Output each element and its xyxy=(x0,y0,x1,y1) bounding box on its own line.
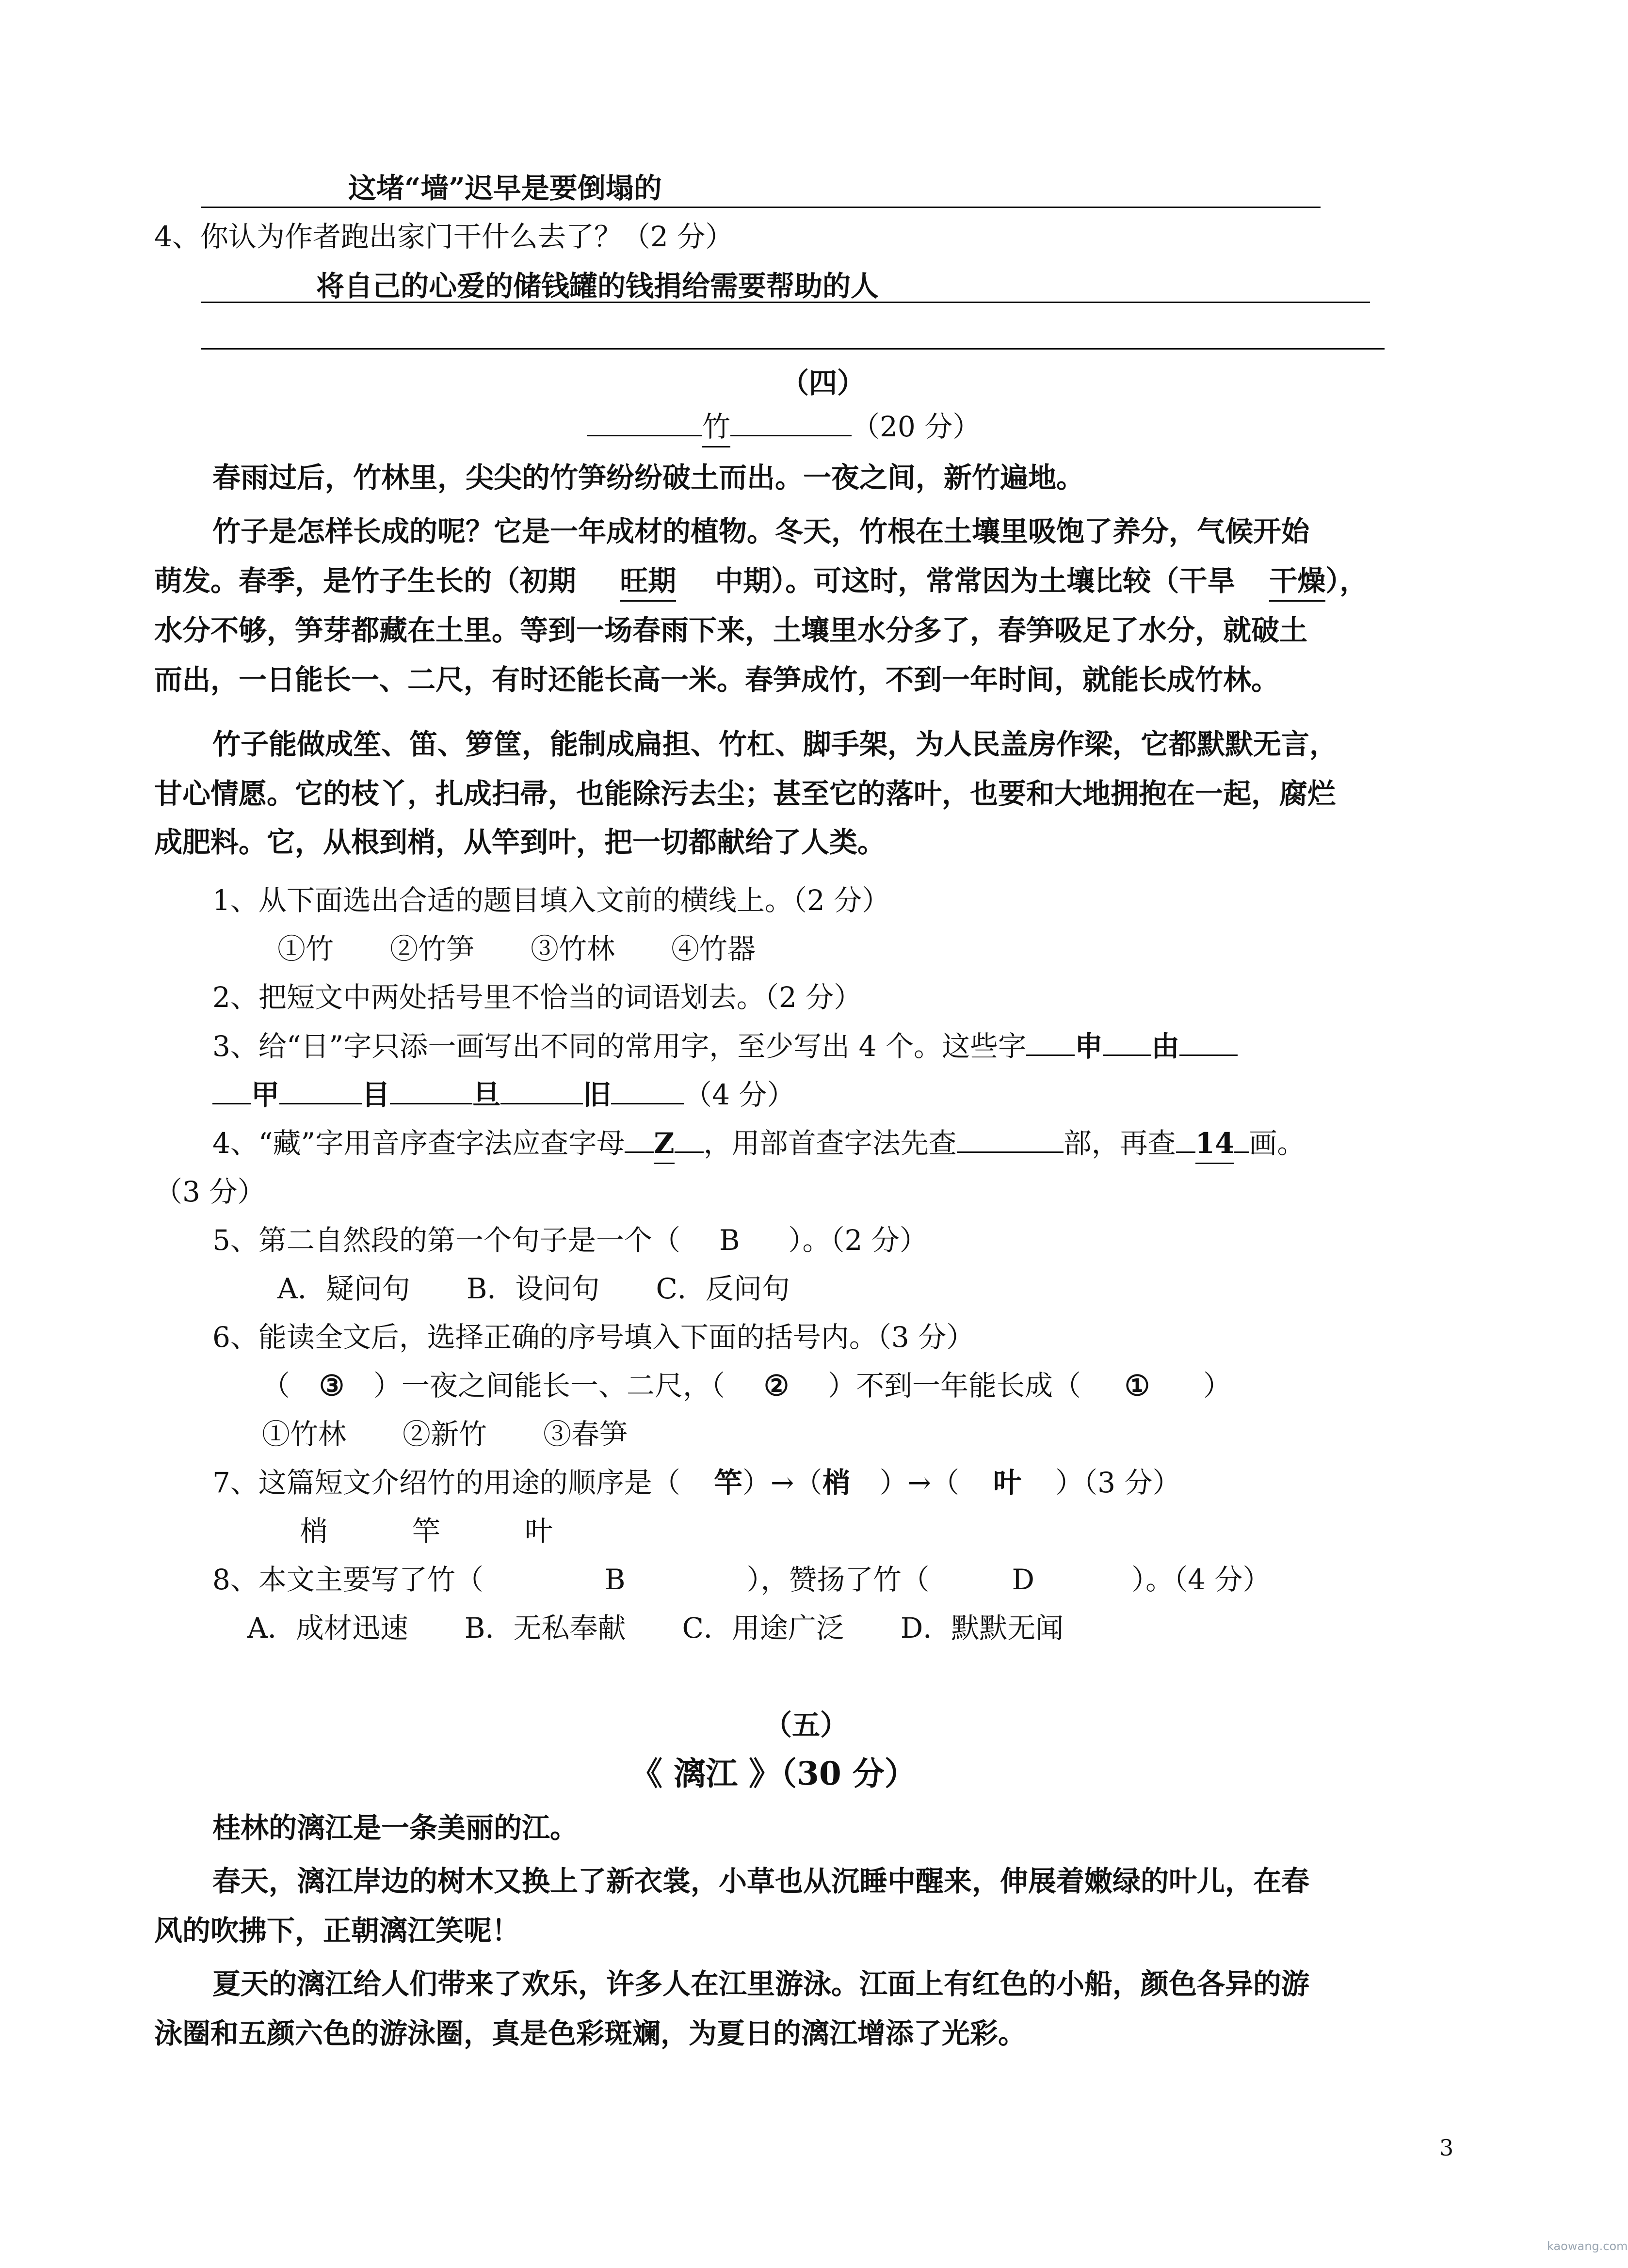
answer: ① xyxy=(1125,1369,1150,1402)
question-3-cont xyxy=(212,1075,795,1114)
text: 5、第二自然段的第一个句子是一个（ xyxy=(212,1224,680,1257)
answer: 梢 xyxy=(822,1466,851,1499)
paragraph: 竹子能做成笙、笛、箩筐，能制成扁担、竹杠、脚手架，为人民盖房作梁，它都默默无言， xyxy=(212,728,1338,761)
paragraph: 甘心情愿。它的枝丫，扎成扫帚，也能除污去尘；甚至它的落叶，也要和大地拥抱在一起，腐烂 xyxy=(154,777,1336,810)
passage-title-line xyxy=(587,407,981,447)
text: 7、这篇短文介绍竹的用途的顺序是（ xyxy=(212,1466,680,1499)
answer: 申 xyxy=(1074,1030,1103,1063)
paragraph: 风的吹拂下，正朝漓江笑呢！ xyxy=(154,1914,520,1947)
answer: 由 xyxy=(1151,1030,1180,1063)
paragraph: 竹子是怎样长成的呢？它是一年成材的植物。冬天，竹根在土壤里吸饱了养分，气候开始 xyxy=(212,515,1310,548)
answer-line xyxy=(201,207,1321,208)
question-1: 1、从下面选出合适的题目填入文前的横线上。（2 分） xyxy=(212,884,890,917)
answer-underline: 旺期 xyxy=(620,561,676,602)
title-blank xyxy=(730,408,852,436)
question-1-options: ①竹 ②竹笋 ③竹林 ④竹器 xyxy=(277,932,756,965)
blank xyxy=(675,1124,704,1153)
answer-line xyxy=(201,302,1370,303)
answer-line xyxy=(201,348,1385,350)
paragraph: 桂林的漓江是一条美丽的江。 xyxy=(212,1811,579,1844)
answer: 旧 xyxy=(583,1078,612,1111)
text: 部，再查 xyxy=(1063,1127,1176,1160)
blank xyxy=(279,1076,362,1104)
blank xyxy=(212,1076,251,1104)
watermark: kaowang.com xyxy=(1547,2239,1628,2253)
paragraph: 成肥料。它，从根到梢，从竿到叶，把一切都献给了人类。 xyxy=(154,826,886,859)
blank xyxy=(1103,1027,1151,1056)
answer: 旦 xyxy=(472,1078,501,1111)
question-4b xyxy=(212,1124,1305,1164)
text: ）。（2 分） xyxy=(788,1224,928,1257)
question-8 xyxy=(212,1560,1271,1599)
question-6: 6、能读全文后，选择正确的序号填入下面的括号内。（3 分） xyxy=(212,1321,975,1354)
blank xyxy=(500,1076,583,1104)
answer-q4: 将自己的心爱的储钱罐的钱捐给需要帮助的人 xyxy=(316,270,879,303)
text: ）→（ xyxy=(879,1466,960,1499)
text: （ xyxy=(262,1369,290,1402)
paragraph: 而出，一日能长一、二尺，有时还能长高一米。春笋成竹，不到一年时间，就能长成竹林。 xyxy=(154,663,1280,696)
page-number: 3 xyxy=(1439,2135,1454,2161)
text: 画。 xyxy=(1249,1127,1306,1160)
passage-title: 《 漓江 》（30 分） xyxy=(630,1755,917,1792)
paragraph-line xyxy=(154,561,1368,602)
question-5-options: A．疑问句 B．设问句 C．反问句 xyxy=(277,1272,790,1305)
section-number: （四） xyxy=(781,367,866,399)
title-blank xyxy=(587,408,702,436)
answer: Z xyxy=(654,1124,674,1164)
text: 4、“藏”字用音序查字法应查字母 xyxy=(212,1127,625,1160)
text: 8、本文主要写了竹（ xyxy=(212,1563,484,1596)
title-answer: 竹 xyxy=(702,407,730,447)
text: ）一夜之间能长一、二尺，（ xyxy=(373,1369,725,1402)
answer: D xyxy=(1012,1563,1035,1596)
text: 萌发。春季，是竹子生长的（初期 xyxy=(154,564,577,597)
question-6-options: ①竹林 ②新竹 ③春笋 xyxy=(262,1418,628,1451)
question-7-options: 梢 竿 叶 xyxy=(300,1515,553,1548)
text: 3、给“日”字只添一画写出不同的常用字，至少写出 4 个。这些字 xyxy=(212,1030,1026,1063)
paragraph: 泳圈和五颜六色的游泳圈，真是色彩斑斓，为夏日的漓江增添了光彩。 xyxy=(154,2017,1027,2050)
answer: 14 xyxy=(1195,1124,1235,1164)
title-score: （20 分） xyxy=(852,410,981,443)
paragraph: 水分不够，笋芽都藏在土里。等到一场春雨下来，土壤里水分多了，春笋吸足了水分，就破土 xyxy=(154,614,1308,647)
question-4: 4、你认为作者跑出家门干什么去了？（2 分） xyxy=(154,220,734,253)
blank xyxy=(1176,1124,1195,1153)
section-number: （五） xyxy=(764,1709,849,1741)
paragraph: 春雨过后，竹林里，尖尖的竹笋纷纷破土而出。一夜之间，新竹遍地。 xyxy=(212,461,1085,494)
answer-wall: 这堵“墙”迟早是要倒塌的 xyxy=(348,172,662,205)
question-7 xyxy=(212,1463,1181,1502)
text: 中期）。可这时，常常因为土壤比较（干旱 xyxy=(715,564,1236,597)
question-5 xyxy=(212,1221,928,1260)
answer: ③ xyxy=(319,1369,345,1402)
score: （4 分） xyxy=(684,1078,795,1111)
text: ） xyxy=(1203,1369,1232,1402)
question-2: 2、把短文中两处括号里不恰当的词语划去。（2 分） xyxy=(212,981,862,1014)
blank xyxy=(1179,1027,1238,1056)
answer: B xyxy=(604,1563,626,1596)
blank xyxy=(1234,1124,1249,1153)
text: ，用部首查字法先查 xyxy=(703,1127,957,1160)
text: ）→（ xyxy=(742,1466,822,1499)
answer-underline: 干燥 xyxy=(1269,561,1325,602)
answer: 竿 xyxy=(714,1466,742,1499)
text: ）（3 分） xyxy=(1055,1466,1181,1499)
paragraph: 春天，漓江岸边的树木又换上了新衣裳，小草也从沉睡中醒来，伸展着嫩绿的叶儿，在春 xyxy=(212,1865,1310,1898)
blank xyxy=(1026,1027,1075,1056)
answer: ② xyxy=(764,1369,790,1402)
blank xyxy=(957,1124,1064,1153)
answer: B xyxy=(719,1224,740,1257)
answer: 叶 xyxy=(993,1466,1022,1499)
answer: 目 xyxy=(362,1078,390,1111)
question-4b-score: （3 分） xyxy=(154,1175,266,1208)
text: ），赞扬了竹（ xyxy=(746,1563,930,1596)
blank xyxy=(625,1124,654,1153)
text: ）， xyxy=(1325,564,1368,597)
answer: 甲 xyxy=(251,1078,280,1111)
text: ）。（4 分） xyxy=(1131,1563,1271,1596)
question-8-options: A．成材迅速 B．无私奉献 C．用途广泛 D．默默无闻 xyxy=(247,1612,1064,1645)
blank xyxy=(611,1076,684,1104)
text: ）不到一年能长成（ xyxy=(828,1369,1081,1402)
paragraph: 夏天的漓江给人们带来了欢乐，许多人在江里游泳。江面上有红色的小船，颜色各异的游 xyxy=(212,1967,1310,2000)
blank xyxy=(390,1076,472,1104)
question-6-line xyxy=(262,1366,1231,1405)
question-3 xyxy=(212,1027,1238,1066)
